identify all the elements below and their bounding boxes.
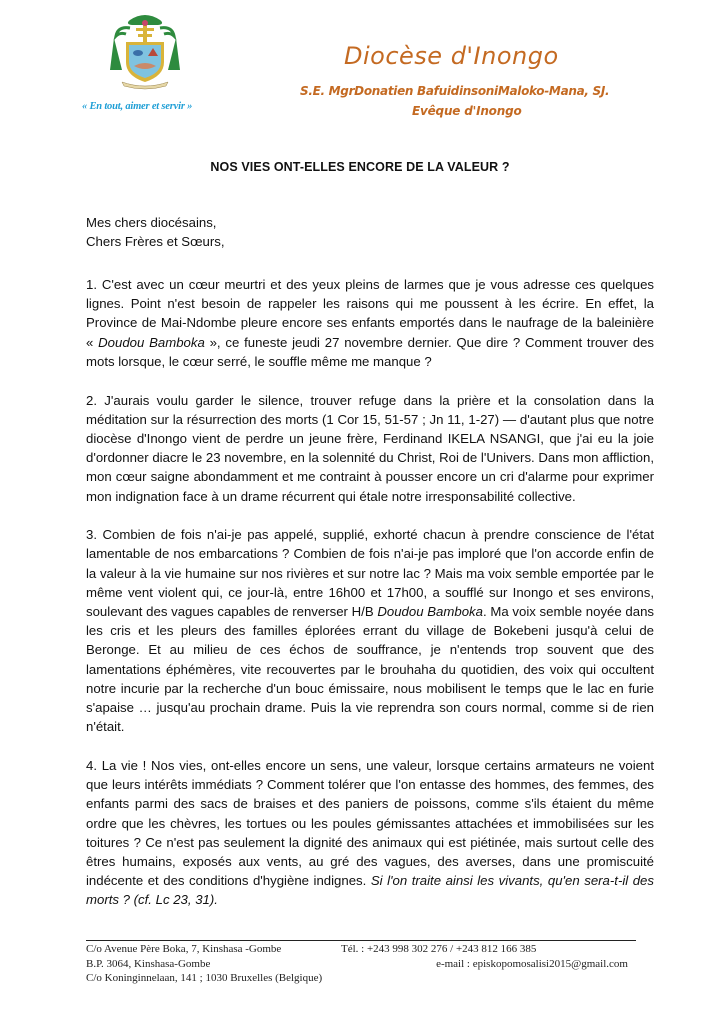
diocese-motto: « En tout, aimer et servir » [82, 101, 193, 112]
boat-name: Doudou Bamboka [98, 334, 205, 350]
footer-divider [86, 940, 636, 941]
paragraph-2: 2. J'aurais voulu garder le silence, trouver refuge dans la prière et la consolation dans la méditation sur la résurrection des morts (1 Cor 15, 51-57 ; Jn 11, 1-27) — d'autant plus que notre diocèse d'Inongo vient de perdre un jeune frère, Ferdinand IKELA NSANGI, que j'ai eu la joie d'ordonner diacre le 23 novembre, en la solennité du Christ, Roi de l'Univers. Dans mon affliction, mon cœur saigne abondamment et me contraint à pousser encore un cri d'alarme pour exprimer mon indignation face à un drame récurrent qui étale notre irresponsabilité collective. [86, 392, 654, 504]
footer-address-brussels: C/o Koninginnelaan, 141 ; 1030 Bruxelles (Belgique) [86, 972, 323, 984]
salutation-line-2: Chers Frères et Sœurs, [86, 234, 225, 249]
footer [86, 942, 636, 986]
paragraph-1-text-a: 1. C'est avec un cœur meurtri et des yeux pleins de larmes que je vous adresse ces quelques lignes. Point n'est besoin de rappeler les raisons qui me poussent à les écrire. En effet, la Province de Mai-Ndombe pleure encore ses enfants emportés dans le naufrage de la baleinière « [86, 277, 654, 350]
salutation [86, 213, 225, 251]
paragraph-4-text-a: 4. La vie ! Nos vies, ont-elles encore un sens, une valeur, lorsque certains armateurs ne voient que leurs intérêts immédiats ? Comment tolérer que l'on entasse des hommes, des femmes, des enfants parmi des sacs de braises et des paniers de poissons, comme s'ils étaient du même ordre que les chèvres, les tortues ou les poules gémissantes attachées et immobilisées sur les toitures ? Ce n'est pas seulement la dignité des animaux qui est piétinée, mais surtout celle des êtres humains, exposés aux vents, au gré des vagues, des averses, dans une promiscuité indécente et des conditions d'hygiène indignes. [86, 757, 654, 889]
paragraph-3 [86, 525, 654, 736]
bishop-name: S.E. MgrDonatien BafuidinsoniMaloko-Mana, SJ. [300, 84, 610, 98]
coat-of-arms-icon [100, 10, 190, 90]
diocese-name: Diocèse d'Inongo [344, 42, 559, 70]
paragraph-3-text-a: 3. Combien de fois n'ai-je pas appelé, supplié, exhorté chacun à prendre conscience de l'état lamentable de nos embarcations ? Combien de fois n'ai-je pas imploré que l'on accorde enfin de la valeur à la vie humaine sur nos rivières et sur notre lac ? Mais ma voix semble emportée par le même vent violent qui, ce jour-là, entre 16h00 et 17h00, a soufflé sur Inongo et ses environs, soulevant des vagues capables de renverser H/B [86, 527, 654, 620]
footer-phone: Tél. : +243 998 302 276 / +243 812 166 385 [341, 943, 537, 955]
salutation-line-1: Mes chers diocésains, [86, 215, 217, 230]
letter-body [86, 275, 654, 929]
boat-name: Doudou Bamboka [377, 604, 483, 620]
footer-address-kinshasa: C/o Avenue Père Boka, 7, Kinshasa -Gombe [86, 943, 282, 955]
paragraph-3-text-b: . Ma voix semble noyée dans les cris et les pleurs des familles éplorées errant du village de Bokebeni jusqu'à celui de Beronge. Et au milieu de ces échos de souffrance, je n'entends trop souvent que des lamentations éphémères, vite recouvertes par le brouhaha du quotidien, des voix qui occultent notre incurie par la recherche d'un bouc émissaire, nous mobilisent le temps que le lac en furie s'apaise … jusqu'au prochain drame. Puis la vie reprendra son cours normal, comme si de rien n'était. [86, 604, 655, 735]
scripture-quote: Si l'on traite ainsi les vivants, qu'en sera-t-il des morts ? (cf. Lc 23, 31). [86, 873, 654, 908]
footer-po-box: B.P. 3064, Kinshasa-Gombe [86, 957, 211, 970]
footer-email[interactable]: e-mail : episkopomosalisi2015@gmail.com [436, 957, 628, 970]
paragraph-1-text-b: », ce funeste jeudi 27 novembre dernier. Que dire ? Comment trouver des mots lorsque, le cœur serré, le souffle même me manque ? [86, 334, 654, 369]
document-title: NOS VIES ONT-ELLES ENCORE DE LA VALEUR ? [210, 160, 510, 174]
paragraph-1 [86, 275, 654, 371]
paragraph-4 [86, 756, 654, 910]
bishop-role: Evêque d'Inongo [412, 104, 522, 118]
